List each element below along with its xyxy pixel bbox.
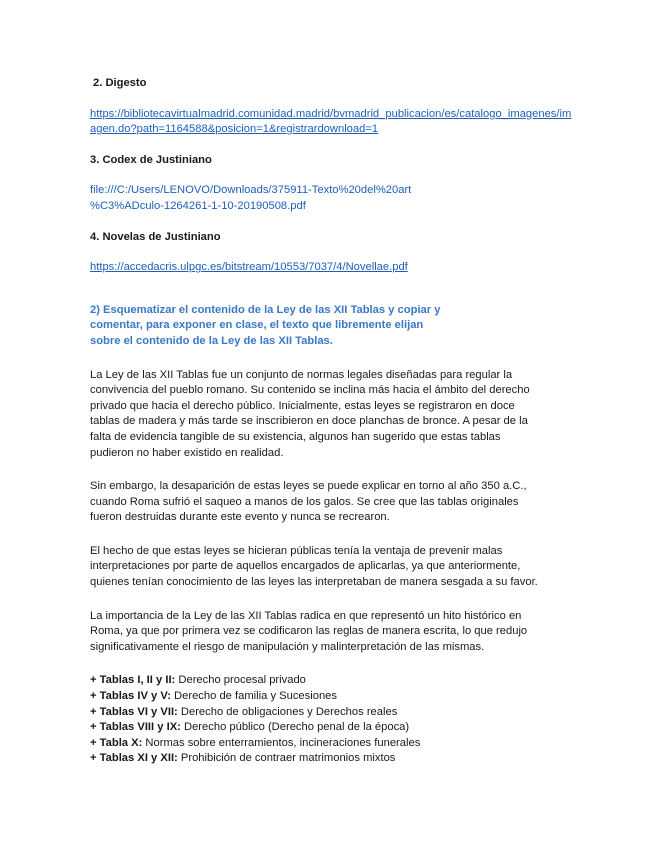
link-novelas[interactable]: https://accedacris.ulpgc.es/bitstream/10553/7037/4/Novellae.pdf	[90, 261, 408, 274]
tabla-text: Prohibición de contraer matrimonios mixtos	[177, 752, 396, 765]
paragraph-line: falta de evidencia tangible de su existencia, algunos han sugerido que estas tablas	[90, 430, 501, 443]
question-line: sobre el contenido de la Ley de las XII Tablas.	[90, 334, 333, 347]
paragraph-line: convivencia del pueblo romano. Su contenido se inclina más hacia el ámbito del derecho	[90, 384, 530, 397]
paragraph-line: La importancia de la Ley de las XII Tablas radica en que representó un hito histórico en	[90, 609, 522, 622]
question-line: 2) Esquematizar el contenido de la Ley de las XII Tablas y copiar y	[90, 303, 441, 316]
tabla-label: + Tablas VI y VII:	[90, 705, 178, 718]
tabla-text: Derecho procesal privado	[175, 674, 306, 687]
tabla-text: Derecho de familia y Sucesiones	[170, 690, 337, 703]
tabla-label: + Tabla X:	[90, 736, 143, 749]
paragraph-line: Sin embargo, la desaparición de estas leyes se puede explicar en torno al año 350 a.C.,	[90, 480, 527, 493]
paragraph-line: La Ley de las XII Tablas fue un conjunto de normas legales diseñadas para regular la	[90, 368, 513, 381]
paragraph-line: pudieron no haber existido en realidad.	[90, 446, 284, 459]
list-item	[90, 689, 575, 705]
paragraph-line: privado que hacia el derecho público. Inicialmente, estas leyes se registraron en doce	[90, 399, 515, 412]
paragraph-1	[90, 368, 575, 462]
heading-codex: 3. Codex de Justiniano	[90, 153, 212, 166]
paragraph-line: El hecho de que estas leyes se hicieran públicas tenía la ventaja de prevenir malas	[90, 544, 503, 557]
paragraph-3	[90, 544, 575, 591]
tabla-text: Derecho público (Derecho penal de la época)	[180, 721, 410, 734]
path-codex-line-2: %C3%ADculo-1264261-1-10-20190508.pdf	[90, 199, 306, 212]
paragraph-line: tablas de madera y más tarde se inscribieron en doce planchas de bronce. A pesar de la	[90, 415, 528, 428]
tabla-label: + Tablas VIII y IX:	[90, 721, 181, 734]
paragraph-line: cuando Roma sufrió el saqueo a manos de los galos. Se cree que las tablas originales	[90, 495, 519, 508]
tabla-text: Normas sobre enterramientos, incineraciones funerales	[142, 736, 421, 749]
path-codex-line-1: file:///C:/Users/LENOVO/Downloads/375911-Texto%20del%20art	[90, 184, 412, 197]
tablas-list	[90, 673, 575, 767]
list-item	[90, 720, 575, 736]
tabla-label: + Tablas XI y XII:	[90, 752, 178, 765]
heading-novelas: 4. Novelas de Justiniano	[90, 230, 221, 243]
tabla-label: + Tablas IV y V:	[90, 690, 171, 703]
heading-digesto: 2. Digesto	[93, 77, 147, 89]
tabla-text: Derecho de obligaciones y Derechos reales	[177, 705, 398, 718]
paragraph-line: interpretaciones por parte de aquellos encargados de aplicarlas, ya que anteriormente,	[90, 560, 521, 573]
list-item	[90, 673, 575, 689]
question-block	[90, 303, 575, 350]
tabla-label: + Tablas I, II y II:	[90, 674, 176, 687]
question-line: comentar, para exponer en clase, el texto que libremente elijan	[90, 319, 424, 332]
paragraph-line: Roma, ya que por primera vez se codificaron las reglas de manera escrita, lo que redujo	[90, 625, 528, 638]
list-item	[90, 705, 575, 721]
paragraph-4	[90, 609, 575, 656]
list-item	[90, 751, 575, 767]
link-digesto[interactable]: https://bibliotecavirtualmadrid.comunidad.madrid/bvmadrid_publicacion/es/catalogo_imagenes/imagen.do?path=1164588&posicion=1&registrardownload=1	[90, 107, 572, 136]
paragraph-line: quienes tenían conocimiento de las leyes las interpretaban de manera sesgada a su favor.	[90, 576, 538, 589]
paragraph-2	[90, 479, 575, 526]
paragraph-line: significativamente el riesgo de manipulación y malinterpretación de las mismas.	[90, 640, 485, 653]
list-item	[90, 736, 575, 752]
paragraph-line: fueron destruidas durante este evento y nunca se recrearon.	[90, 511, 390, 524]
